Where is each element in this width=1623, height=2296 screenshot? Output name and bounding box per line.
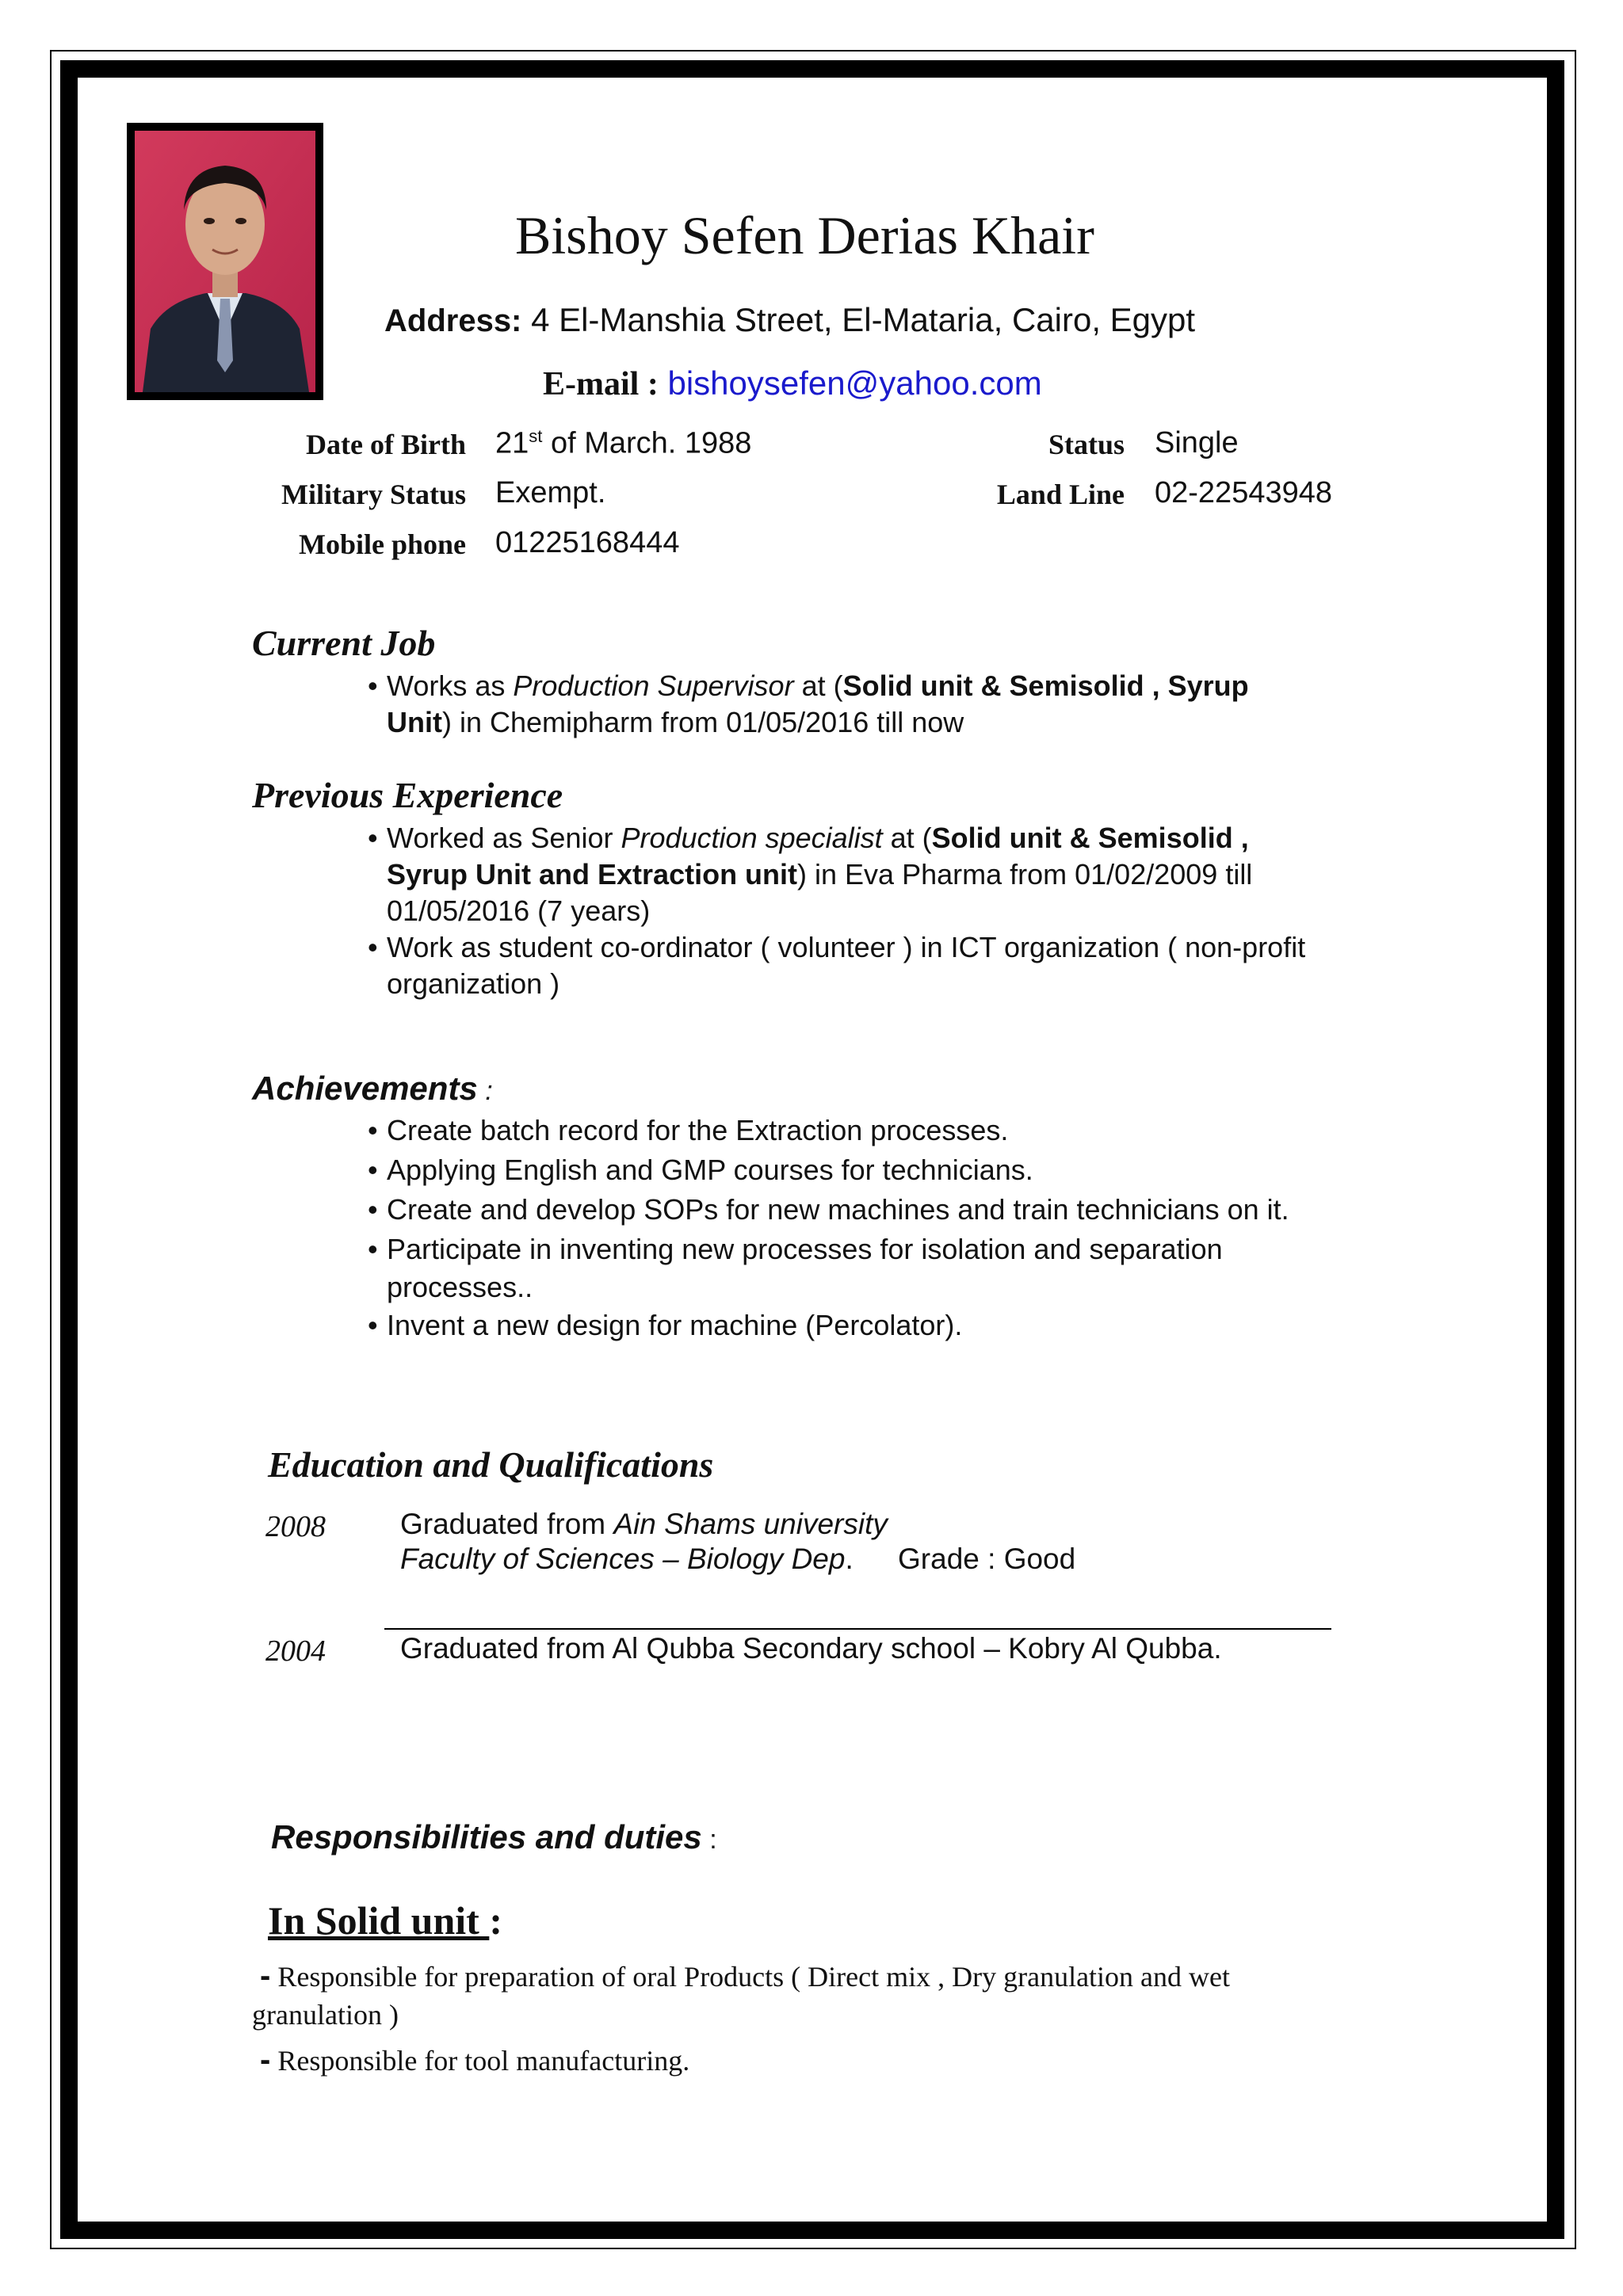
- list-item: • Create and develop SOPs for new machines and train technicians on it.: [368, 1193, 1289, 1226]
- mobile-label: Mobile phone: [298, 528, 466, 560]
- list-item: • Participate in inventing new processes for isolation and separation processes..: [368, 1233, 1223, 1303]
- grade: Grade : Good: [898, 1543, 1076, 1575]
- list-item: • Applying English and GMP courses for technicians.: [368, 1154, 1033, 1186]
- education-year: 2008: [265, 1510, 326, 1543]
- military-status-value: Exempt.: [495, 476, 606, 509]
- status-value: Single: [1155, 426, 1239, 460]
- current-job-heading: Current Job: [252, 623, 436, 663]
- achievements-heading: Achievements :: [252, 1070, 493, 1107]
- education-year: 2004: [265, 1634, 326, 1668]
- address-value: 4 El-Manshia Street, El-Mataria, Cairo, Egypt: [531, 301, 1196, 338]
- email-line: [543, 364, 1042, 403]
- list-item: • Works as Production Supervisor at (Solid unit & Semisolid , Syrup Unit) in Chemipharm from 01/05/2016 till now: [368, 669, 1249, 738]
- dob-label: Date of Birth: [306, 429, 466, 460]
- responsibility-item: - Responsible for tool manufacturing.: [260, 2042, 690, 2077]
- responsibility-item: - Responsible for preparation of oral Products ( Direct mix , Dry granulation and wet granulation ): [252, 1958, 1231, 2031]
- education-heading: Education and Qualifications: [268, 1444, 714, 1485]
- profile-photo: [127, 123, 323, 400]
- landline-value: 02-22543948: [1155, 476, 1332, 509]
- status-label: Status: [1048, 429, 1125, 460]
- mobile-value: 01225168444: [495, 526, 680, 559]
- candidate-name: Bishoy Sefen Derias Khair: [515, 205, 1094, 265]
- landline-label: Land Line: [996, 479, 1125, 510]
- divider: [384, 1628, 1331, 1630]
- education-entry-line: Graduated from Al Qubba Secondary school – Kobry Al Qubba.: [400, 1632, 1222, 1665]
- military-status-label: Military Status: [281, 479, 466, 510]
- email-label: E-mail :: [543, 366, 659, 402]
- dob-value: 21st of March. 1988: [495, 426, 752, 460]
- email-link[interactable]: bishoysefen@yahoo.com: [667, 364, 1042, 402]
- list-item: • Work as student co-ordinator ( volunteer ) in ICT organization ( non-profit organization ): [368, 931, 1306, 1000]
- address-label: Address:: [384, 303, 522, 338]
- list-item: • Worked as Senior Production specialist at (Solid unit & Semisolid , Syrup Unit and Extraction unit) in Eva Pharma from 01/02/2009 till 01/05/2016 (7 years): [368, 822, 1253, 927]
- list-item: • Create batch record for the Extraction processes.: [368, 1114, 1009, 1146]
- responsibilities-heading: Responsibilities and duties :: [271, 1818, 717, 1855]
- current-job-list: [365, 668, 1363, 741]
- previous-experience-list: [365, 820, 1363, 1002]
- education-entry-line: Graduated from Ain Shams university: [400, 1508, 888, 1540]
- achievements-list: [365, 1112, 1363, 1344]
- address-line: [384, 301, 1195, 339]
- education-entry-line: Faculty of Sciences – Biology Dep. Grade : Good: [400, 1543, 1076, 1575]
- solid-unit-heading: In Solid unit :: [268, 1898, 502, 1943]
- portrait-image: [135, 131, 315, 392]
- list-item: • Invent a new design for machine (Percolator).: [368, 1309, 963, 1341]
- previous-experience-heading: Previous Experience: [252, 775, 563, 815]
